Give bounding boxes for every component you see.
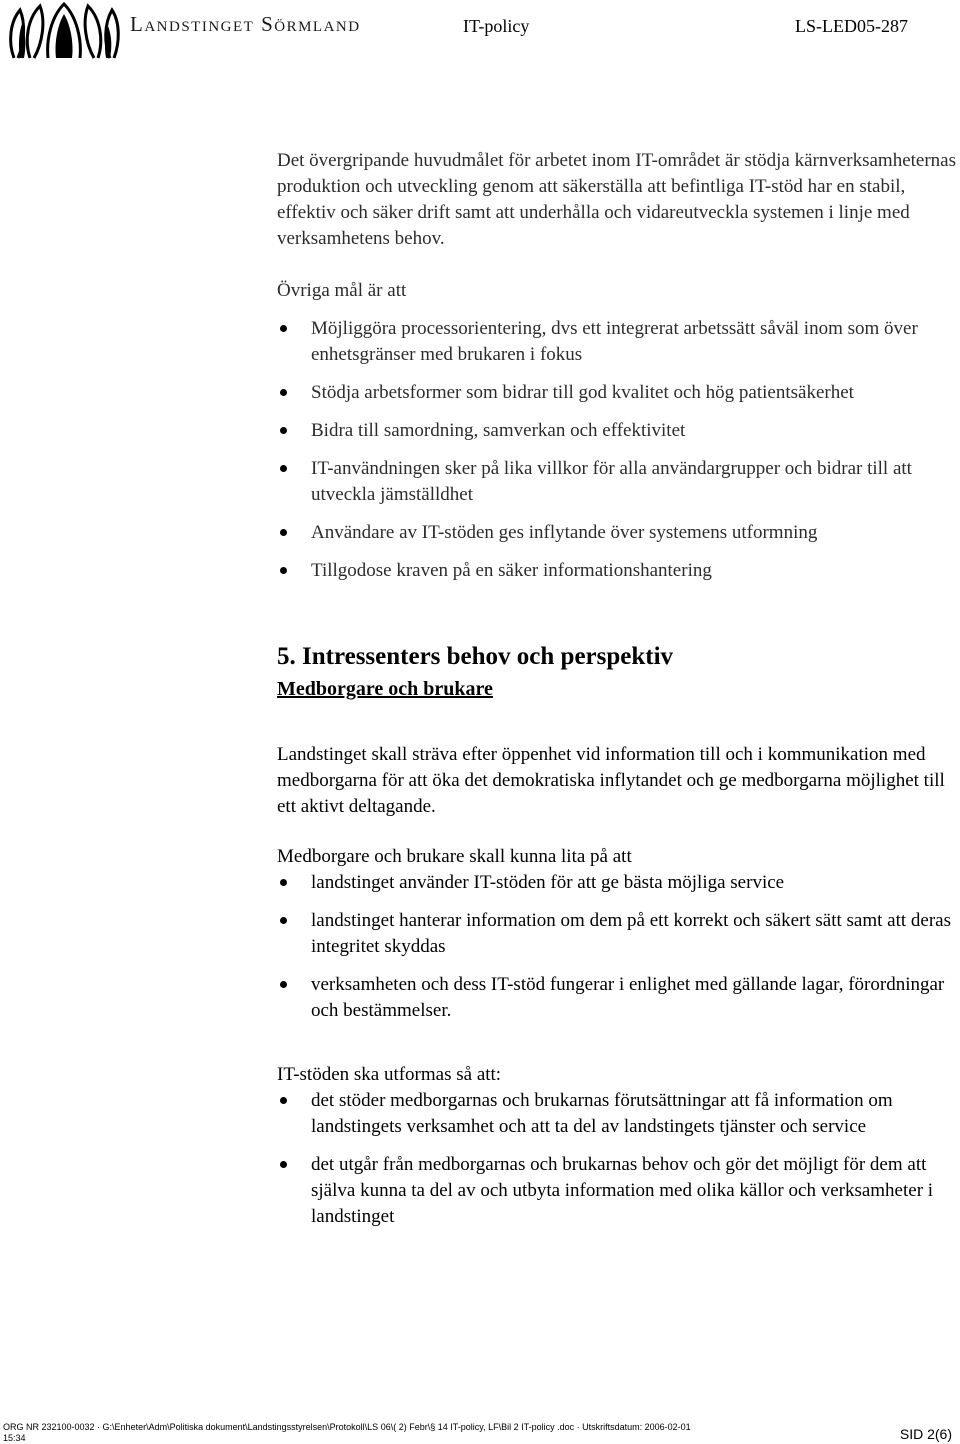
landstinget-logo-icon — [6, 2, 122, 60]
trust-list — [277, 870, 960, 1024]
bullet-icon — [280, 427, 287, 434]
list-item: IT-användningen sker på lika villkor för alla användargrupper och bidrar till att utveckla jämställdhet — [277, 456, 960, 508]
design-lead: IT-stöden ska utformas så att: — [277, 1064, 502, 1085]
other-goals-list — [277, 316, 960, 584]
list-item: det stöder medborgarnas och brukarnas förutsättningar att få information om landstingets verksamhet och att ta del av landstingets tjänster och service — [277, 1088, 960, 1140]
subheading: Medborgare och brukare — [277, 678, 493, 700]
bullet-icon — [280, 389, 287, 396]
bullet-icon — [280, 529, 287, 536]
bullet-icon — [280, 325, 287, 332]
section-heading: 5. Intressenters behov och perspektiv — [277, 643, 674, 670]
list-item: Bidra till samordning, samverkan och effektivitet — [277, 418, 960, 444]
list-item: Möjliggöra processorientering, dvs ett integrerat arbetssätt såväl inom som över enhetsgränser med brukaren i fokus — [277, 316, 960, 368]
list-item: Stödja arbetsformer som bidrar till god kvalitet och hög patientsäkerhet — [277, 380, 960, 406]
list-item: Användare av IT-stöden ges inflytande över systemens utformning — [277, 520, 960, 546]
list-item: verksamheten och dess IT-stöd fungerar i enlighet med gällande lagar, förordningar och bestämmelser. — [277, 972, 960, 1024]
footer-path: ORG NR 232100-0032 · G:\Enheter\Adm\Politiska dokument\Landstingsstyrelsen\Protokoll\LS 06\( 2) Febr\§ 14 IT-policy, LF\Bil 2 IT-policy .doc · Utskriftsdatum: 2006-02-01 15:34 — [3, 1422, 691, 1443]
list-item: landstinget använder IT-stöden för att ge bästa möjliga service — [277, 870, 960, 896]
bullet-icon — [280, 1097, 287, 1104]
bullet-icon — [280, 567, 287, 574]
design-list — [277, 1088, 960, 1230]
intro-paragraph: Det övergripande huvudmålet för arbetet inom IT-området är stödja kärnverksamheternas produktion och utveckling genom att säkerställa att befintliga IT-stöd har en stabil, effektiv och säker drift samt att underhålla och vidareutveckla systemen i linje med verksamhetens behov. — [277, 150, 957, 249]
bullet-icon — [280, 917, 287, 924]
bullet-icon — [280, 465, 287, 472]
document-body — [277, 148, 960, 1230]
other-goals-lead: Övriga mål är att — [277, 280, 407, 301]
bullet-icon — [280, 879, 287, 886]
page-number: SID 2(6) — [899, 1426, 952, 1442]
page-footer — [0, 1422, 960, 1444]
organization-name: Landstinget Sörmland — [130, 12, 361, 36]
citizen-paragraph: Landstinget skall sträva efter öppenhet vid information till och i kommunikation med medborgarna för att öka det demokratiska inflytandet och ge medborgarna möjlighet till ett aktivt deltagande. — [277, 744, 945, 817]
trust-lead: Medborgare och brukare skall kunna lita på att — [277, 846, 632, 867]
bullet-icon — [280, 1161, 287, 1168]
bullet-icon — [280, 981, 287, 988]
document-id: LS-LED05-287 — [795, 16, 908, 36]
list-item: Tillgodose kraven på en säker informationshantering — [277, 558, 960, 584]
list-item: landstinget hanterar information om dem på ett korrekt och säkert sätt samt att deras integritet skyddas — [277, 908, 960, 960]
page-header — [0, 0, 960, 62]
document-title: IT-policy — [463, 16, 530, 36]
list-item: det utgår från medborgarnas och brukarnas behov och gör det möjligt för dem att själva kunna ta del av och utbyta information med olika källor och verksamheter i landstinget — [277, 1152, 960, 1230]
